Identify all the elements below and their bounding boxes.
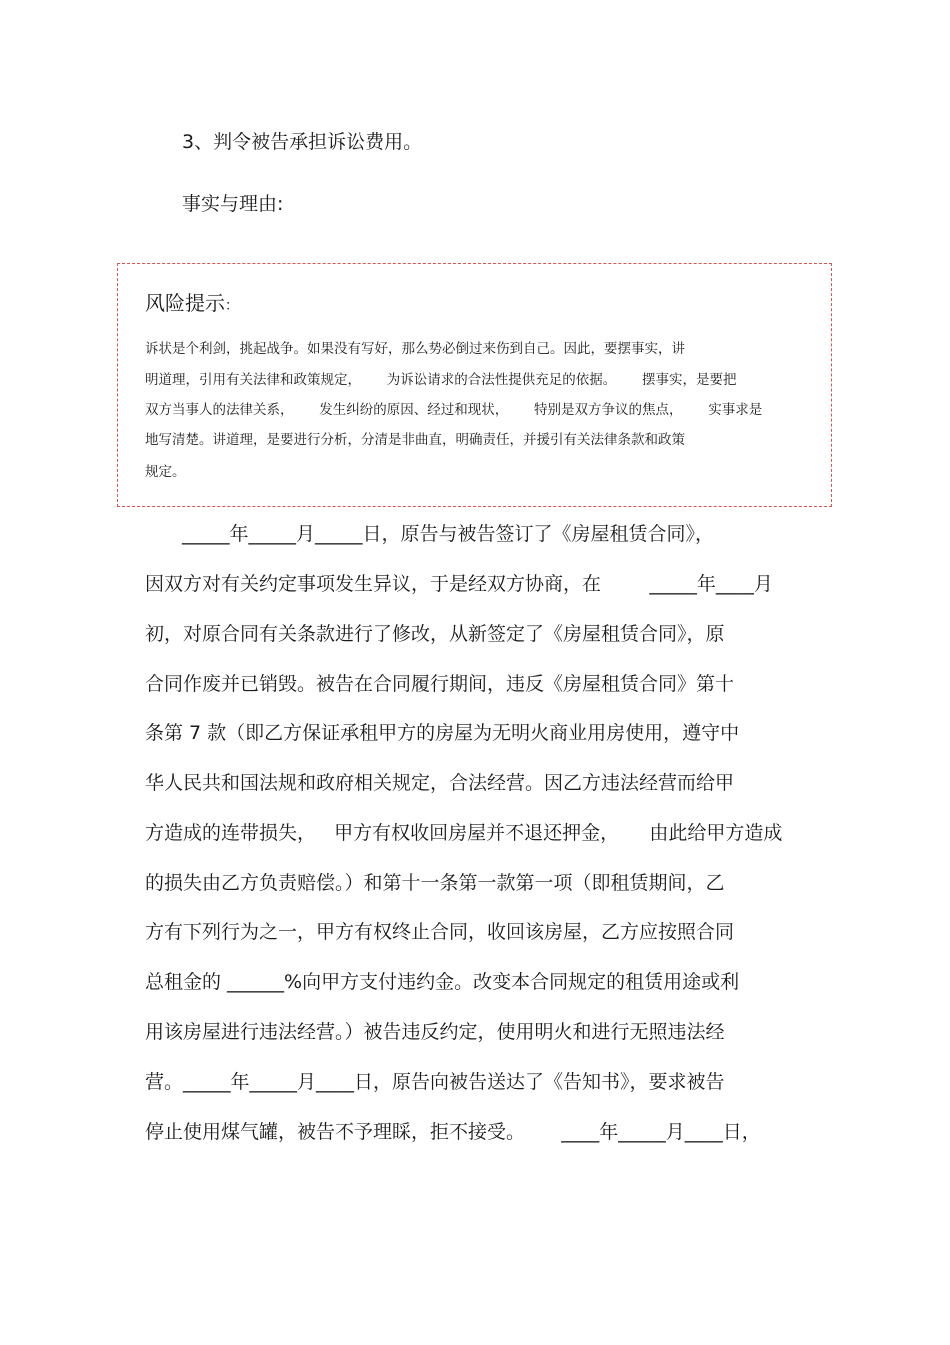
risk-title-colon: ： xyxy=(225,298,239,314)
body-line-7: 方造成的连带损失， 甲方有权收回房屋并不退还押金， 由此给甲方造成 xyxy=(145,822,783,844)
risk-notice-box xyxy=(117,263,832,507)
risk-line-3: 双方当事人的法律关系， 发生纠纷的原因、经过和现状， 特别是双方争议的焦点， 实事求是 xyxy=(145,402,763,418)
body-line-1: _____年_____月_____日，原告与被告签订了《房屋租赁合同》， xyxy=(182,523,715,545)
claim-item-3: 3、判令被告承担诉讼费用。 xyxy=(182,131,423,153)
risk-line-4: 地写清楚。讲道理，是要进行分析，分清是非曲直，明确责任，并援引有关法律条款和政策 xyxy=(145,432,685,448)
body-line-10: 总租金的 ______%向甲方支付违约金。改变本合同规定的租赁用途或利 xyxy=(145,971,740,993)
risk-notice-title xyxy=(145,290,239,319)
risk-line-1: 诉状是个利剑，挑起战争。如果没有写好，那么势必倒过来伤到自己。因此，要摆事实，讲 xyxy=(145,341,685,357)
body-line-6: 华人民共和国法规和政府相关规定，合法经营。因乙方违法经营而给甲 xyxy=(145,772,735,794)
facts-heading: 事实与理由: xyxy=(182,193,284,215)
body-line-12: 营。_____年_____月____日，原告向被告送达了《告知书》，要求被告 xyxy=(145,1071,725,1093)
body-line-13: 停止使用煤气罐，被告不予理睬，拒不接受。 ____年_____月____日， xyxy=(145,1121,761,1143)
risk-line-5: 规定。 xyxy=(145,464,186,480)
body-line-9: 方有下列行为之一，甲方有权终止合同，收回该房屋，乙方应按照合同 xyxy=(145,921,735,943)
risk-line-2: 明道理，引用有关法律和政策规定， 为诉讼请求的合法性提供充足的依据。 摆事实，是要把 xyxy=(145,372,737,388)
body-line-4: 合同作废并已销毁。被告在合同履行期间，违反《房屋租赁合同》第十 xyxy=(145,673,735,695)
body-line-2: 因双方对有关约定事项发生异议，于是经双方协商，在 _____年____月 xyxy=(145,573,773,595)
risk-title-text: 风险提示 xyxy=(145,291,225,315)
body-line-11: 用该房屋进行违法经营。）被告违反约定，使用明火和进行无照违法经 xyxy=(145,1021,725,1043)
body-line-5: 条第 7 款（即乙方保证承租甲方的房屋为无明火商业用房使用，遵守中 xyxy=(145,722,740,744)
body-line-3: 初，对原合同有关条款进行了修改，从新签定了《房屋租赁合同》，原 xyxy=(145,623,725,645)
body-line-8: 的损失由乙方负责赔偿。）和第十一条第一款第一项（即租赁期间，乙 xyxy=(145,872,725,894)
